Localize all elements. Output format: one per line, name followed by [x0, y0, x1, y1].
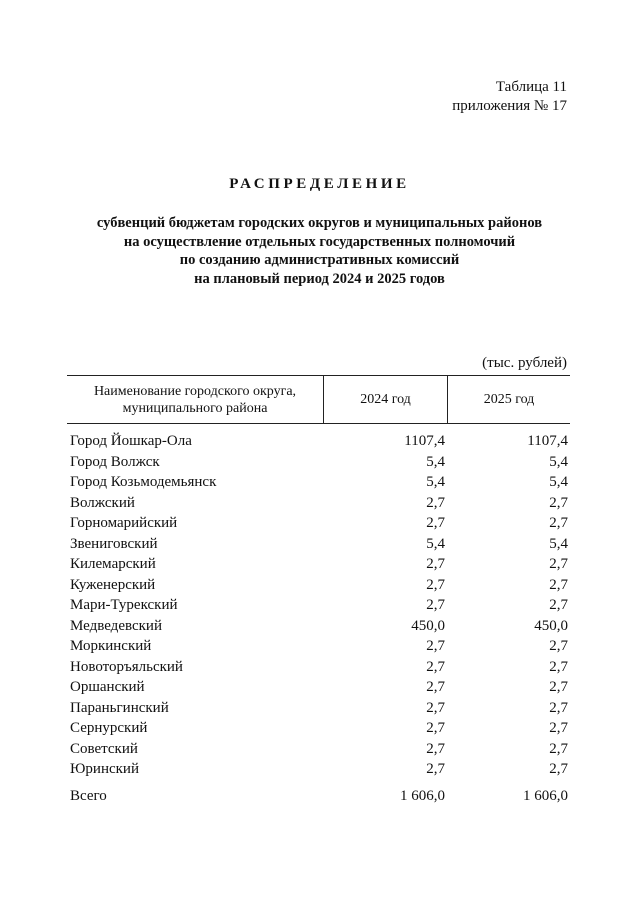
municipality-name: Сернурский: [70, 720, 148, 736]
value-2025: 2,7: [549, 699, 568, 716]
value-2025: 2,7: [549, 679, 568, 695]
value-2024: 2,7: [426, 515, 445, 531]
municipality-name: Параньгинский: [70, 699, 169, 716]
municipality-name: Медведевский: [70, 617, 162, 634]
value-2025: 2,7: [549, 576, 568, 593]
table-row: [70, 657, 570, 678]
value-2025: 1107,4: [527, 433, 568, 449]
appendix-reference: приложения № 17: [452, 98, 567, 114]
value-2025: 2,7: [549, 515, 568, 531]
subtitle-line: по созданию административных комиссий: [179, 252, 460, 268]
table-body: [70, 431, 570, 780]
header-2024-column: 2024 год: [323, 376, 448, 423]
municipality-name: Юринский: [70, 761, 139, 777]
municipality-name: Горномарийский: [70, 515, 178, 531]
total-label: Всего: [70, 788, 107, 804]
table-row: [70, 431, 570, 452]
document-subtitle: [0, 214, 639, 288]
value-2025: 2,7: [549, 556, 568, 572]
header-name-column: [67, 376, 323, 423]
table-row: [70, 575, 570, 596]
value-2025: 450,0: [534, 617, 568, 634]
municipality-name: Килемарский: [70, 556, 156, 572]
value-2024: 5,4: [426, 453, 445, 470]
value-2024: 2,7: [426, 576, 445, 593]
value-2024: 2,7: [426, 699, 445, 716]
value-2024: 2,7: [426, 556, 445, 572]
municipality-name: Куженерский: [70, 576, 156, 593]
table-row: [70, 698, 570, 719]
municipality-name: Город Йошкар-Ола: [70, 433, 192, 449]
value-2024: 2,7: [426, 658, 445, 675]
table-row: [70, 513, 570, 534]
table-header: [67, 375, 570, 424]
total-2025-value: 1 606,0: [523, 788, 568, 804]
table-row: [70, 739, 570, 760]
value-2024: 2,7: [426, 597, 445, 613]
units-note: (тыс. рублей): [482, 355, 567, 371]
header-name-line: муниципального района: [122, 400, 268, 416]
value-2025: 2,7: [549, 720, 568, 736]
table-row: [70, 452, 570, 473]
table-row: [70, 677, 570, 698]
table-row: [70, 718, 570, 739]
value-2024: 1107,4: [404, 433, 445, 449]
value-2025: 5,4: [549, 535, 568, 552]
value-2025: 2,7: [549, 740, 568, 757]
value-2025: 2,7: [549, 658, 568, 675]
header-2025-column: 2025 год: [483, 392, 535, 407]
value-2024: 2,7: [426, 679, 445, 695]
municipality-name: Оршанский: [70, 679, 145, 695]
subtitle-line: на осуществление отдельных государственных полномочий: [123, 233, 516, 250]
value-2025: 5,4: [549, 474, 568, 490]
value-2024: 2,7: [426, 761, 445, 777]
value-2024: 5,4: [426, 474, 445, 490]
table-row: [70, 472, 570, 493]
municipality-name: Советский: [70, 740, 138, 757]
value-2025: 2,7: [549, 761, 568, 777]
total-row: [70, 786, 570, 806]
table-row: [70, 616, 570, 637]
subtitle-line: на плановый период 2024 и 2025 годов: [194, 270, 445, 287]
table-row: [70, 534, 570, 555]
header-name-line: Наименование городского округа,: [93, 383, 297, 399]
table-row: [70, 759, 570, 780]
value-2024: 2,7: [426, 720, 445, 736]
document-title: РАСПРЕДЕЛЕНИЕ: [229, 176, 410, 192]
table-row: [70, 493, 570, 514]
subtitle-line: субвенций бюджетам городских округов и муниципальных районов: [96, 215, 543, 231]
table-number: Таблица 11: [495, 79, 567, 95]
value-2025: 2,7: [549, 597, 568, 613]
value-2024: 450,0: [411, 617, 445, 634]
value-2024: 5,4: [426, 535, 445, 552]
municipality-name: Звениговский: [70, 535, 158, 552]
value-2025: 2,7: [549, 494, 568, 511]
municipality-name: Волжский: [70, 494, 135, 511]
value-2024: 2,7: [426, 494, 445, 511]
table-row: [70, 595, 570, 616]
total-2024-value: 1 606,0: [400, 788, 445, 804]
municipality-name: Мари-Турекский: [70, 597, 178, 613]
table-row: [70, 636, 570, 657]
value-2025: 2,7: [549, 638, 568, 654]
table-row: [70, 554, 570, 575]
municipality-name: Моркинский: [70, 638, 152, 654]
municipality-name: Город Волжск: [70, 453, 160, 470]
value-2024: 2,7: [426, 740, 445, 757]
municipality-name: Новоторъяльский: [70, 658, 183, 675]
municipality-name: Город Козьмодемьянск: [70, 474, 217, 490]
value-2025: 5,4: [549, 453, 568, 470]
value-2024: 2,7: [426, 638, 445, 654]
